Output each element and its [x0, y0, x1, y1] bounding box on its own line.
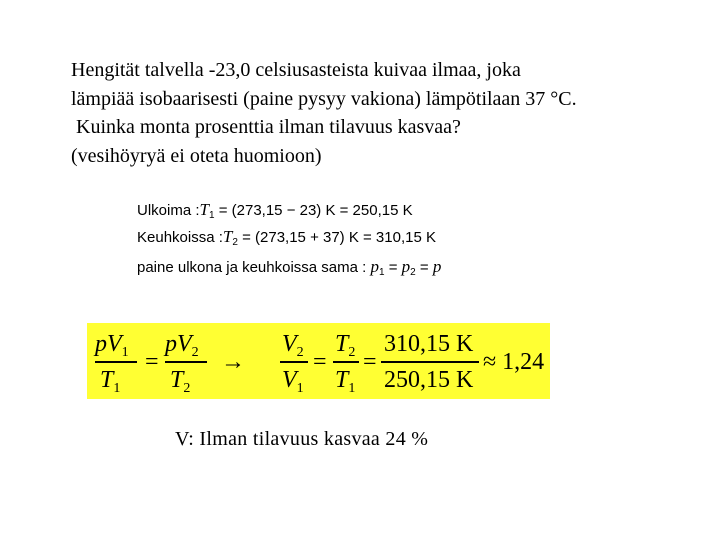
- denominator: 250,15 K: [384, 367, 474, 393]
- given-pressure: paine ulkona ja keuhkoissa sama : $p_1 = p_2 = p$: [137, 257, 442, 278]
- question-line-4: (vesihöyryä ei oteta huomioon): [71, 144, 322, 167]
- given-outdoor-temperature: Ulkoima $:T_1 = (273,15 - 23) K = 250,15$ K: [137, 200, 413, 221]
- arrow-icon: →: [221, 349, 245, 375]
- question-line-2: lämpiää isobaarisesti (paine pysyy vakiona) lämpötilaan 37 °C.: [71, 87, 577, 110]
- given-lung-temperature: Keuhkoissa $:T_2 = (273,15 + 37) K = 310,15$ K: [137, 227, 436, 248]
- question-text: [71, 56, 691, 170]
- result: ≈ 1,24: [483, 349, 545, 375]
- question-line-3: Kuinka monta prosenttia ilman tilavuus kasvaa?: [71, 116, 461, 138]
- question-line-1: Hengität talvella -23,0 celsiusasteista kuivaa ilmaa, joka: [71, 59, 521, 81]
- formula-highlight-box: $pV_1$ $T_1$ = $pV_2$ $T_2$ → $V_2$ $V_1$ = $T_2$ $T_1$ = 310,15 K 250,15 K ≈ 1,24: [87, 323, 550, 399]
- numerator: 310,15 K: [384, 331, 474, 357]
- answer-text: V: Ilman tilavuus kasvaa 24 %: [175, 428, 429, 450]
